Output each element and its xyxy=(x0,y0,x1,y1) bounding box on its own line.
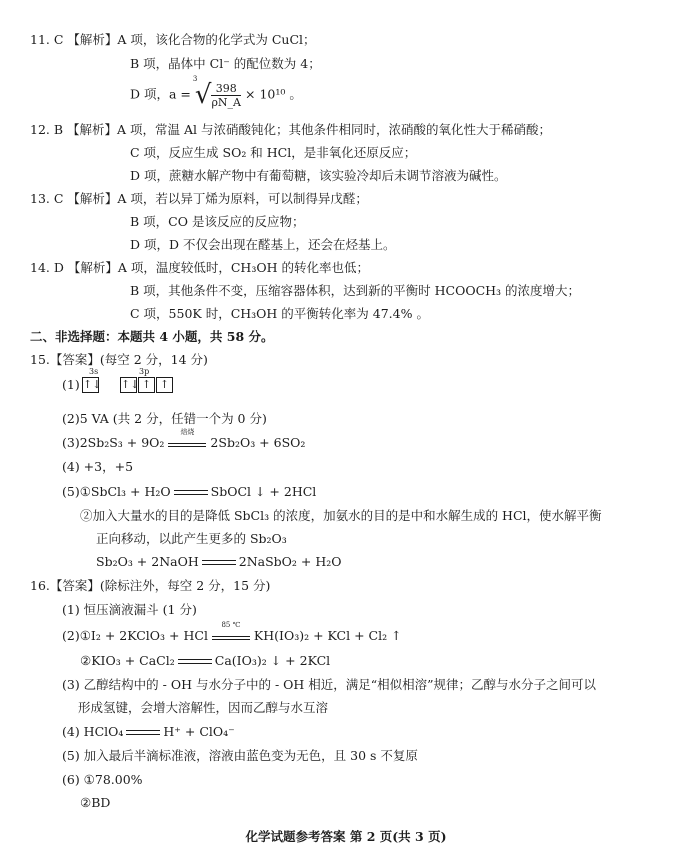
reaction-condition: 85 ℃ xyxy=(221,621,241,629)
q11-d-suffix: × 10¹⁰ 。 xyxy=(245,86,302,102)
fraction xyxy=(211,83,241,108)
q15-p1-label: (1) xyxy=(62,377,80,392)
q16-p2b xyxy=(80,655,330,668)
cube-root xyxy=(192,75,242,110)
equals-sign xyxy=(174,490,208,495)
equals-sign xyxy=(178,659,212,664)
orbital-3p-boxes xyxy=(120,377,174,393)
orbital-box: ↑↓ xyxy=(83,378,102,391)
q15-p5-3-reactants: Sb₂O₃ + 2NaOH xyxy=(96,554,199,569)
q13-d: D 项，D 不仅会出现在醛基上，还会在烃基上。 xyxy=(130,237,396,252)
q11-head: 11. C 【解析】A 项，该化合物的化学式为 CuCl； xyxy=(30,32,316,47)
q15-p5-products: SbOCl ↓ + 2HCl xyxy=(210,484,317,499)
q16-p3a: (3) 乙醇结构中的 - OH 与水分子中的 - OH 相近，满足“相似相溶”规律；乙醇与水分子之间可以 xyxy=(62,677,597,692)
page-footer: 化学试题参考答案 第 2 页(共 3 页) xyxy=(245,829,447,844)
q12-head: 12. B 【解析】A 项，常温 Al 与浓硝酸钝化；其他条件相同时，浓硝酸的氧化性大于稀硝酸； xyxy=(30,122,551,137)
q13-b: B 项，CO 是该反应的反应物； xyxy=(130,214,305,229)
q16-head: 16.【答案】(除标注外，每空 2 分，15 分) xyxy=(30,578,271,593)
orbital-box: ↑↓ xyxy=(121,378,140,391)
q15-p3-products: 2Sb₂O₃ + 6SO₂ xyxy=(210,435,306,450)
q16-p1: (1) 恒压滴液漏斗 (1 分) xyxy=(62,602,197,617)
q15-p4: (4) +3，+5 xyxy=(62,459,134,474)
fraction-numerator: 398 xyxy=(211,83,241,96)
q12-d: D 项，蔗糖水解产物中有葡萄糖，该实验冷却后未调节溶液为碱性。 xyxy=(130,168,507,183)
q16-p2b-products: Ca(IO₃)₂ ↓ + 2KCl xyxy=(214,653,331,668)
q16-p4-right: H⁺ + ClO₄⁻ xyxy=(163,724,235,739)
q11-b: B 项，晶体中 Cl⁻ 的配位数为 4； xyxy=(130,56,321,71)
section-heading: 二、非选择题：本题共 4 小题，共 58 分。 xyxy=(30,329,274,344)
q16-p2 xyxy=(62,621,402,643)
fraction-denominator: ρN_A xyxy=(211,95,242,109)
q15-p3 xyxy=(62,428,306,450)
reaction-condition: 焙烧 xyxy=(180,428,195,436)
orbital-3s-boxes xyxy=(82,377,100,393)
q15-p5-reactants: (5)①SbCl₃ + H₂O xyxy=(62,484,171,499)
reaction-condition-arrow xyxy=(212,621,250,640)
q15-p5-2b: 正向移动，以此产生更多的 Sb₂O₃ xyxy=(96,531,287,546)
orbital-3s-label: 3s xyxy=(89,367,99,376)
q15-p5-3-products: 2NaSbO₂ + H₂O xyxy=(238,554,342,569)
reaction-condition-arrow xyxy=(168,428,206,447)
orbital-box: ↑ xyxy=(156,377,173,393)
q15-head: 15.【答案】(每空 2 分，14 分) xyxy=(30,352,208,367)
orbital-box: ↑ xyxy=(138,377,155,393)
q16-p2-products: KH(IO₃)₂ + KCl + Cl₂ ↑ xyxy=(253,628,402,643)
q16-p6: (6) ①78.00% xyxy=(62,772,143,787)
q15-p2: (2)5 VA (共 2 分，任错一个为 0 分) xyxy=(62,411,267,426)
q13-head: 13. C 【解析】A 项，若以异丁烯为原料，可以制得异戊醛； xyxy=(30,191,368,206)
q11-d xyxy=(130,75,302,110)
q16-p5: (5) 加入最后半滴标准液，溶液由蓝色变为无色，且 30 s 不复原 xyxy=(62,748,418,763)
q16-p4 xyxy=(62,726,235,739)
q11-d-prefix: D 项，a = xyxy=(130,86,191,102)
q15-p5-2a: ②加入大量水的目的是降低 SbCl₃ 的浓度，加氨水的目的是中和水解生成的 HCl，使水解平衡 xyxy=(80,508,602,523)
q15-orbital-diagram xyxy=(62,368,262,398)
q14-head: 14. D 【解析】A 项，温度较低时，CH₃OH 的转化率也低； xyxy=(30,260,369,275)
root-index: 3 xyxy=(192,75,198,83)
q16-p3b: 形成氢键，会增大溶解性，因而乙醇与水互溶 xyxy=(78,700,329,715)
equals-sign xyxy=(202,560,236,565)
q12-c: C 项，反应生成 SO₂ 和 HCl，是非氧化还原反应； xyxy=(130,145,417,160)
q14-c: C 项，550K 时，CH₃OH 的平衡转化率为 47.4% 。 xyxy=(130,306,429,321)
q15-p5-3 xyxy=(96,556,342,569)
q15-p5 xyxy=(62,486,316,499)
radical-sign: √ xyxy=(194,80,212,110)
q14-b: B 项，其他条件不变，压缩容器体积，达到新的平衡时 HCOOCH₃ 的浓度增大； xyxy=(130,283,581,298)
q15-p3-reactants: (3)2Sb₂S₃ + 9O₂ xyxy=(62,435,165,450)
q16-p6b: ②BD xyxy=(80,795,111,810)
q16-p2b-reactants: ②KIO₃ + CaCl₂ xyxy=(80,653,175,668)
orbital-3p-label: 3p xyxy=(139,367,150,376)
q16-p2-reactants: (2)①I₂ + 2KClO₃ + HCl xyxy=(62,628,208,643)
q16-p4-left: (4) HClO₄ xyxy=(62,724,124,739)
equals-sign xyxy=(126,730,160,735)
